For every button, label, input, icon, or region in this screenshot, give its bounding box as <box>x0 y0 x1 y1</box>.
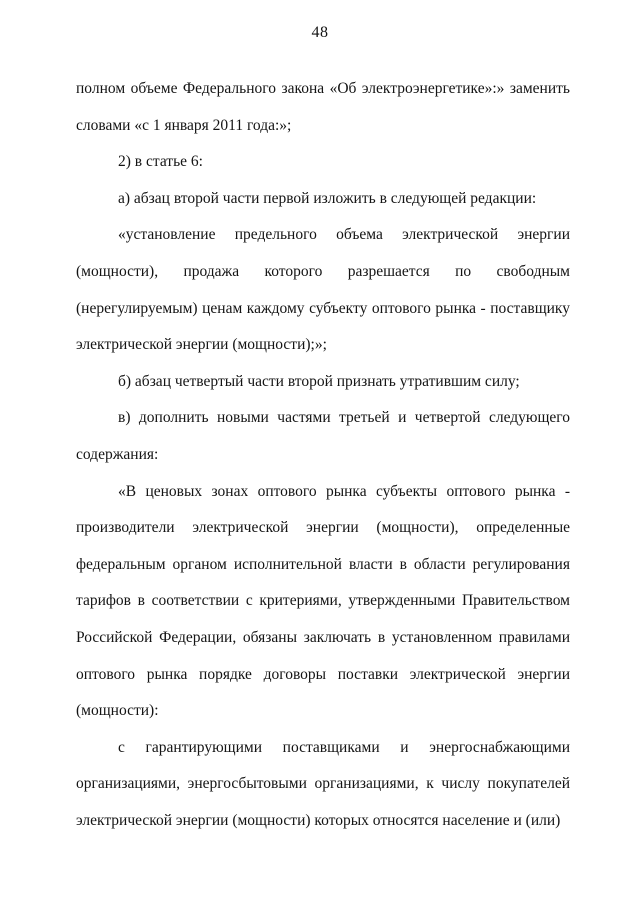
paragraph-subitem-a: а) абзац второй части первой изложить в следующей редакции: <box>118 189 537 207</box>
paragraph-item-2: 2) в статье 6: <box>118 153 203 171</box>
paragraph-subitem-b: б) абзац четвертый части второй признать утратившим силу; <box>118 372 520 390</box>
paragraph-garantiruyushchie: с гарантирующими поставщиками и энергоснабжающими организациями, энергосбытовыми организациями, к числу покупателей электрической энергии (мощности) которых относятся население и (или) <box>76 738 570 829</box>
page-number: 48 <box>311 24 329 41</box>
paragraph-continuation: полном объеме Федерального закона «Об электроэнергетике»:» заменить словами «с 1 января 2011 года:»; <box>76 80 570 134</box>
paragraph-subitem-v: в) дополнить новыми частями третьей и четвертой следующего содержания: <box>76 409 570 463</box>
paragraph-quote-cenovye-zony: «В ценовых зонах оптового рынка субъекты оптового рынка - производители электрической энергии (мощности), определенные федеральным органом исполнительной власти в области регулирования тарифов в соответствии с критериями, утвержденными Правительством Российской Федерации, обязаны заключать в установленном правилами оптового рынка порядке договоры поставки электрической энергии (мощности): <box>76 482 570 720</box>
paragraph-quote-ustanovlenie: «установление предельного объема электрической энергии (мощности), продажа которого разрешается по свободным (нерегулируемым) ценам каждому субъекту оптового рынка - поставщику электрической энергии (мощности);»; <box>76 226 570 354</box>
document-body <box>76 71 570 839</box>
